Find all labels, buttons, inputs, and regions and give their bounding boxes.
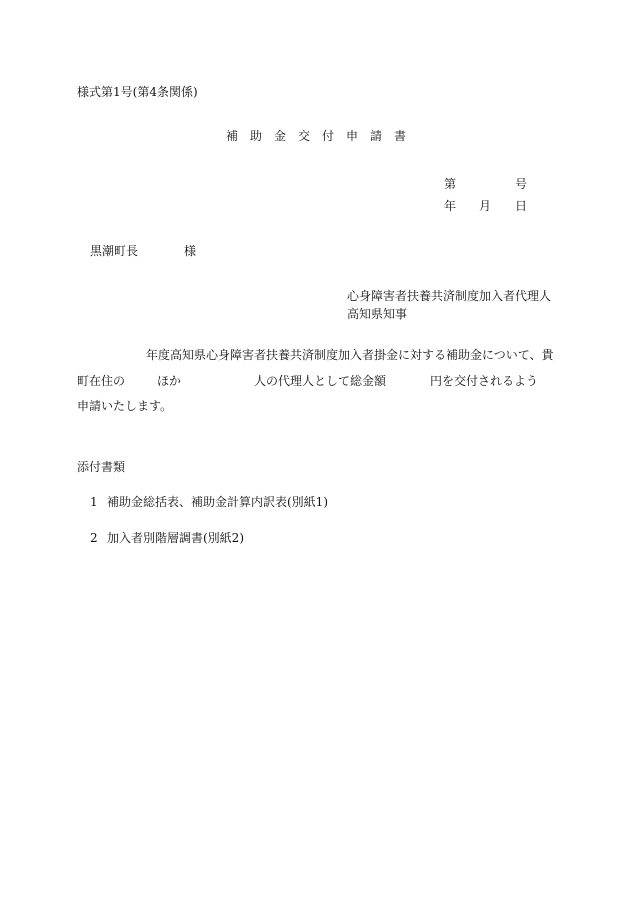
reference-number-suffix: 号 — [515, 177, 528, 191]
attachment-item-text: 加入者別階層調書(別紙2) — [107, 531, 244, 545]
body-line-3: 申請いたします。 — [77, 399, 173, 413]
body-line-2-residence: 町在住の — [77, 374, 126, 388]
attachment-item-number: 2 — [90, 531, 98, 545]
body-line-2-total: 人の代理人として総金額 — [254, 374, 387, 388]
date-year-label: 年 — [444, 199, 457, 213]
attachments-heading: 添付書類 — [77, 460, 126, 474]
applicant-name: 高知県知事 — [347, 307, 408, 321]
body-line-2-amount: 円を交付されるよう — [430, 374, 539, 388]
applicant-title: 心身障害者扶養共済制度加入者代理人 — [347, 289, 552, 303]
date-day-label: 日 — [515, 199, 528, 213]
reference-number-prefix: 第 — [444, 177, 457, 191]
document-title: 補助金交付申請書 — [226, 129, 419, 143]
addressee-name: 黒潮町長 — [90, 244, 139, 258]
addressee-honorific: 様 — [184, 244, 197, 258]
attachment-item-number: 1 — [90, 495, 98, 509]
date-month-label: 月 — [479, 199, 492, 213]
body-line-2-others: ほか — [157, 374, 182, 388]
attachment-item-text: 補助金総括表、補助金計算内訳表(別紙1) — [107, 495, 328, 509]
form-number: 様式第1号(第4条関係) — [77, 85, 198, 99]
body-line-1: 年度高知県心身障害者扶養共済制度加入者掛金に対する補助金について、貴 — [146, 348, 554, 362]
